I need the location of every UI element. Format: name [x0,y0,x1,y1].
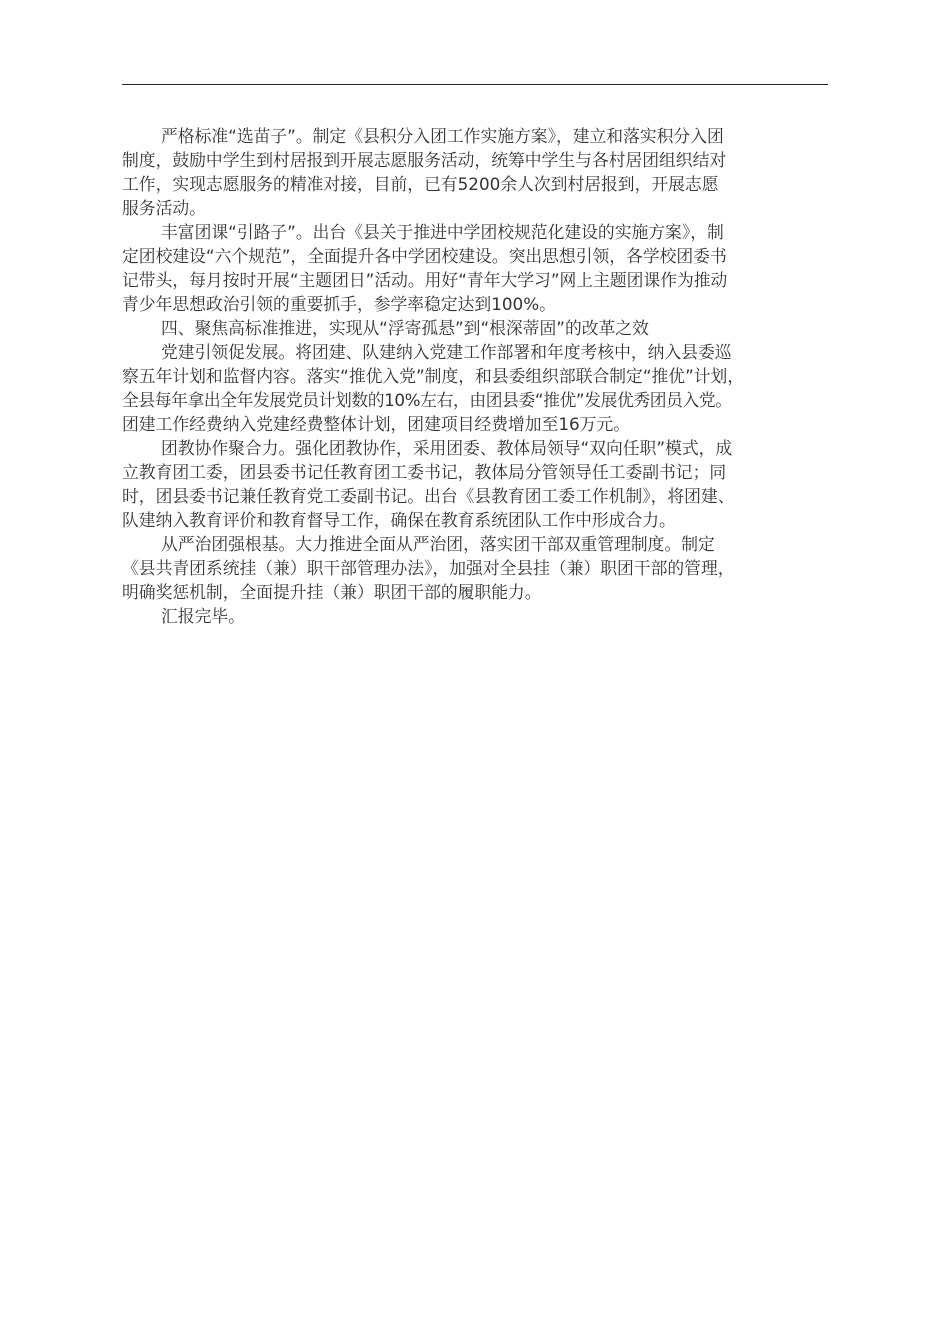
text-line: 严格标准“选苗子”。制定《县积分入团工作实施方案》，建立和落实积分入团 [161,126,724,146]
text-line: 队建纳入教育评价和教育督导工作，确保在教育系统团队工作中形成合力。 [122,510,676,530]
text-line: 服务活动。 [122,198,206,218]
text-line: 《县共青团系统挂（兼）职干部管理办法》，加强对全县挂（兼）职团干部的管理， [122,558,735,578]
text-line: 记带头，每月按时开展“主题团日”活动。用好“青年大学习”网上主题团课作为推动 [122,270,728,290]
text-line: 全县每年拿出全年发展党员计划数的10%左右，由团县委“推优”发展优秀团员入党。 [122,390,732,410]
text-line: 党建引领促发展。将团建、队建纳入党建工作部署和年度考核中，纳入县委巡 [161,342,732,362]
text-line: 时，团县委书记兼任教育党工委副书记。出台《县教育团工委工作机制》，将团建、 [122,486,735,506]
text-line: 察五年计划和监督内容。落实“推优入党”制度，和县委组织部联合制定“推优”计划， [122,366,745,386]
paragraph-party-building [122,340,830,436]
text-line: 制度，鼓励中学生到村居报到开展志愿服务活动，统筹中学生与各村居团组织结对 [122,150,727,170]
text-line: 工作，实现志愿服务的精准对接，目前，已有5200余人次到村居报到，开展志愿 [122,174,719,194]
paragraph-select-seedlings [122,124,830,220]
paragraph-guide-path [122,220,830,316]
paragraph-strict-governance [122,532,830,604]
closing-line: 汇报完毕。 [161,606,245,626]
section-heading-four [122,316,830,340]
paragraph-closing [122,604,830,628]
text-line: 青少年思想政治引领的重要抓手，参学率稳定达到100%。 [122,294,556,314]
paragraph-youth-education [122,436,830,532]
text-line: 立教育团工委，团县委书记任教育团工委书记，教体局分管领导任工委副书记；同 [122,462,727,482]
document-body [122,124,830,628]
section-heading: 四、聚焦高标准推进，实现从“浮寄孤悬”到“根深蒂固”的改革之效 [161,318,649,338]
text-line: 团建工作经费纳入党建经费整体计划，团建项目经费增加至16万元。 [122,414,631,434]
text-line: 丰富团课“引路子”。出台《县关于推进中学团校规范化建设的实施方案》，制 [161,222,724,242]
text-line: 定团校建设“六个规范”，全面提升各中学团校建设。突出思想引领，各学校团委书 [122,246,727,266]
text-line: 明确奖惩机制，全面提升挂（兼）职团干部的履职能力。 [122,582,542,602]
text-line: 团教协作聚合力。强化团教协作，采用团委、教体局领导“双向任职”模式，成 [161,438,733,458]
text-line: 从严治团强根基。大力推进全面从严治团，落实团干部双重管理制度。制定 [161,534,715,554]
header-rule [122,84,828,85]
